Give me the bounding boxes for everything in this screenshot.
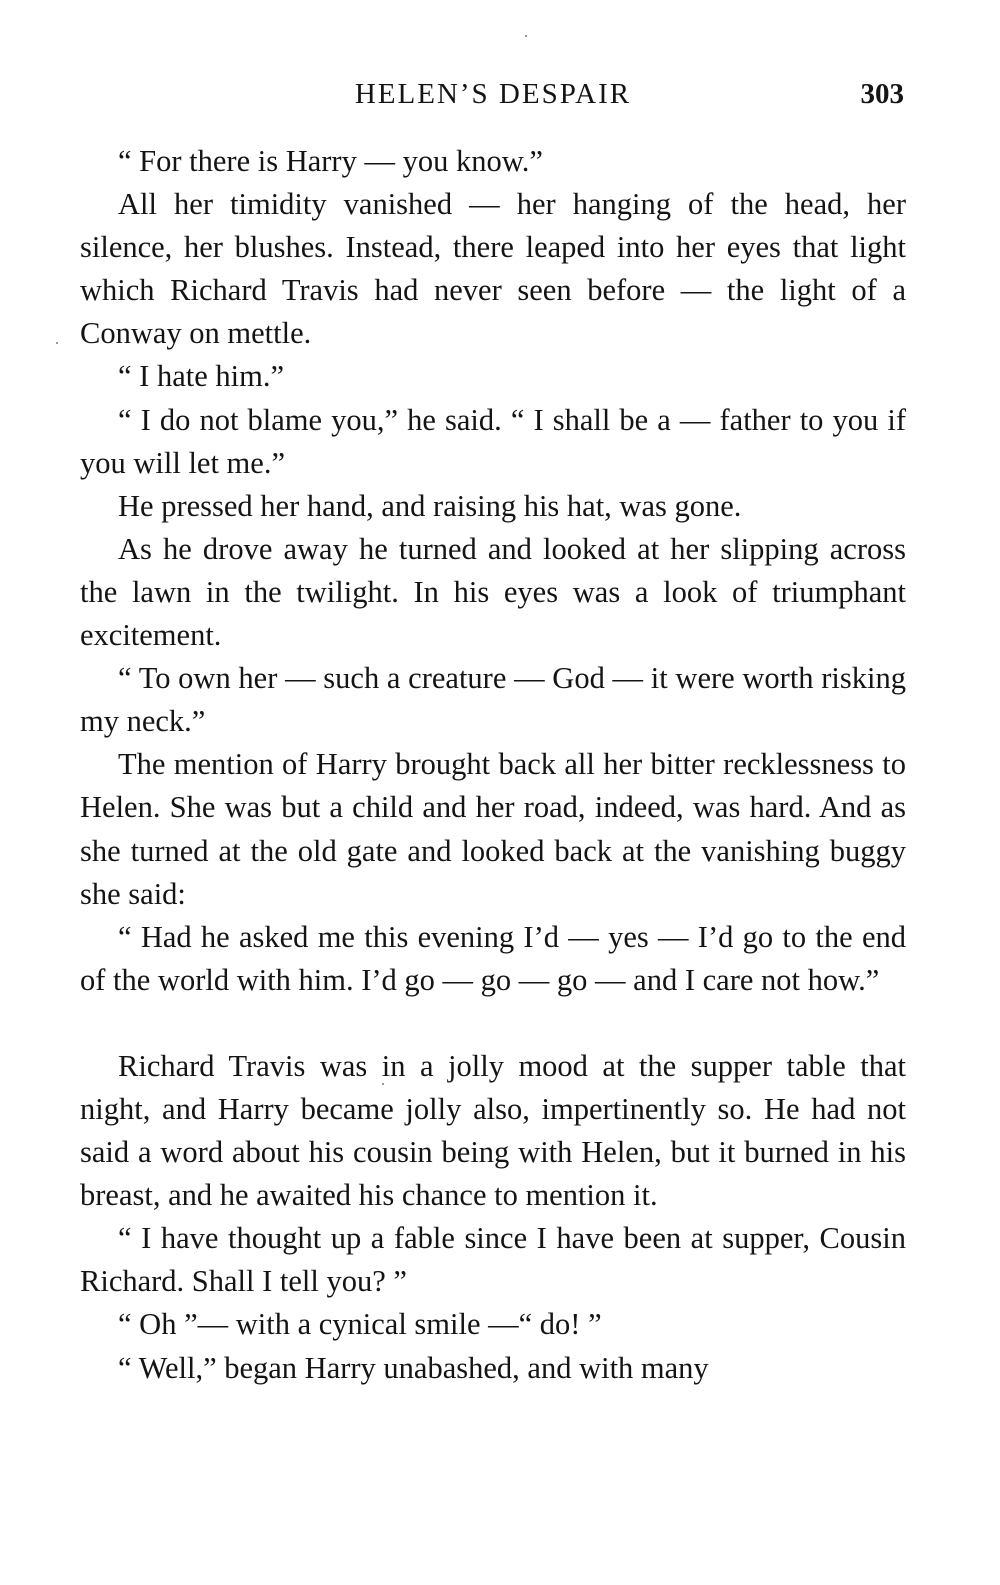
paragraph: “ Oh ”— with a cynical smile —“ do! ” — [118, 1307, 602, 1342]
paragraph: As he drove away he turned and looked at her slipping across the lawn in the twilight. In his eyes was a look of triumphant excitement. — [80, 531, 906, 653]
running-title: HELEN’S DESPAIR — [354, 78, 632, 110]
running-head — [80, 78, 906, 118]
paragraph: “ For there is Harry — you know.” — [118, 144, 543, 178]
paragraph: “ To own her — such a creature — God — it were worth risking my neck.” — [80, 661, 906, 739]
paragraph: Richard Travis was in a jolly mood at the supper table that night, and Harry became jolly also, impertinently so. He had not said a word about his cousin being with Helen, but it burned in his breast, and he awaited his chance to mention it. — [80, 1048, 906, 1213]
section-break — [80, 1002, 906, 1045]
paper-speck — [525, 35, 527, 37]
paragraph: The mention of Harry brought back all her bitter recklessness to Helen. She was but a child and her road, indeed, was hard. And as she turned at the old gate and looked back at the vanishing buggy she said: — [80, 747, 906, 911]
paragraph: He pressed her hand, and raising his hat, was gone. — [118, 488, 742, 523]
paragraph: All her timidity vanished — her hanging of the head, her silence, her blushes. Instead, there leaped into her eyes that light which Richard Travis had never seen before — the light of a Conway on mettle. — [80, 187, 906, 351]
paragraph: “ Had he asked me this evening I’d — yes — I’d go to the end of the world with him. I’d go — go — go — and I care not how.” — [80, 919, 906, 997]
paragraph: “ Well,” began Harry unabashed, and with many — [118, 1350, 709, 1385]
paper-speck — [382, 1083, 384, 1085]
paragraph: “ I hate him.” — [118, 359, 284, 394]
body-text — [80, 140, 906, 1390]
page-number: 303 — [860, 78, 904, 110]
paragraph: “ I do not blame you,” he said. “ I shall be a — father to you if you will let me.” — [80, 402, 906, 480]
paper-speck — [56, 342, 58, 344]
paragraph: “ I have thought up a fable since I have been at supper, Cousin Richard. Shall I tell you? ” — [80, 1221, 906, 1299]
